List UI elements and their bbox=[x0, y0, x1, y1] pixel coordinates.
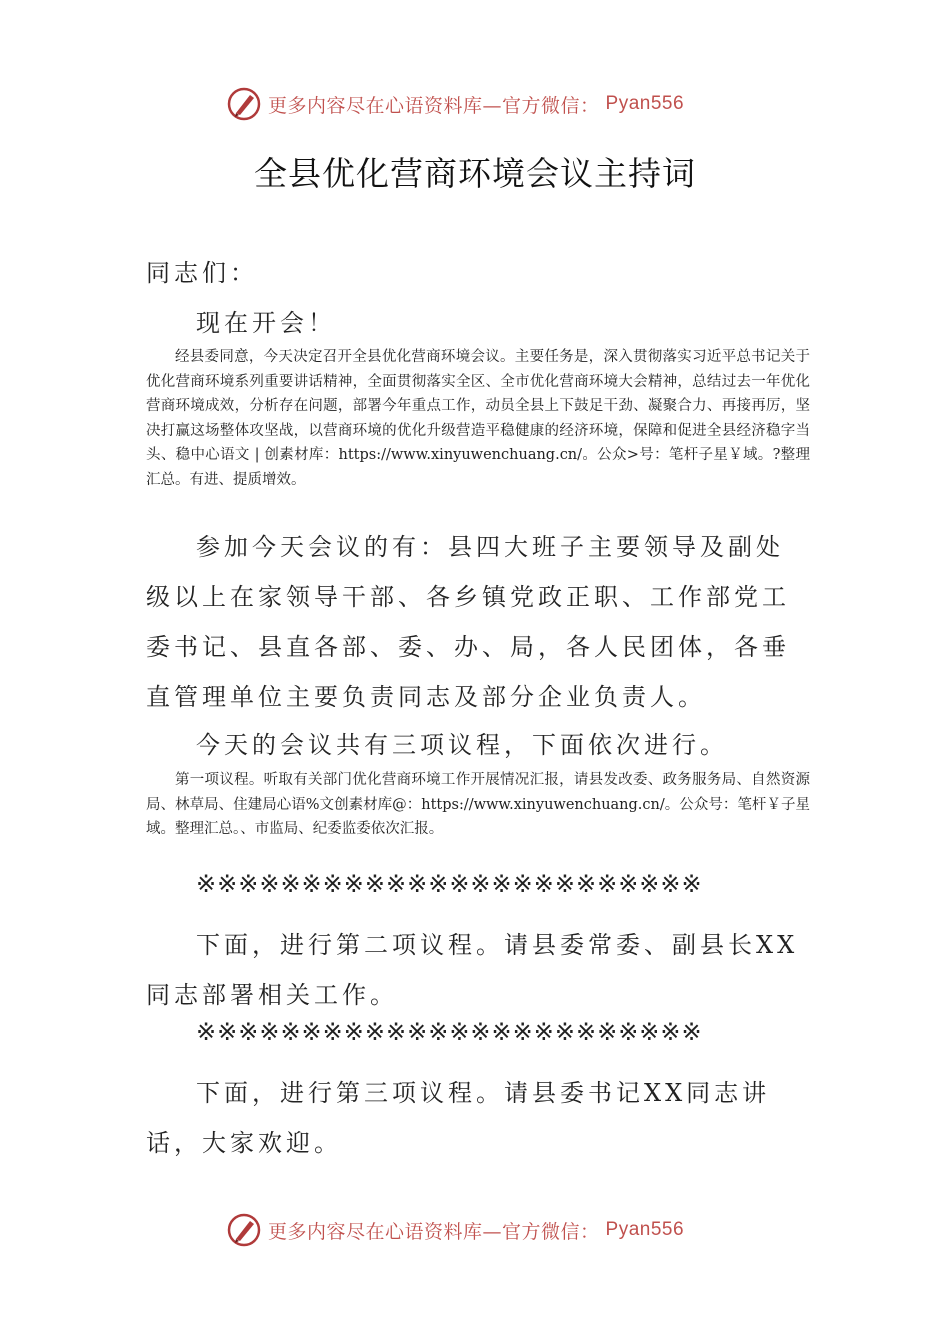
page-title: 全县优化营商环境会议主持词 bbox=[254, 154, 696, 193]
banner-text: 更多内容尽在心语资料库—官方微信： bbox=[268, 94, 600, 117]
agenda-item-2: 下面，进行第二项议程。请县委常委、副县长XX同志部署相关工作。 bbox=[146, 931, 799, 1009]
intro-paragraph: 经县委同意，今天决定召开全县优化营商环境会议。主要任务是，深入贯彻落实习近平总书记关于优化营商环境系列重要讲话精神，全面贯彻落实全区、全市优化营商环境大会精神，总结过去一年优化营商环境成效，分析存在问题，部署今年重点工作，动员全县上下鼓足干劲、凝聚合力、再接再厉，坚决打赢这场整体攻坚战，以营商环境的优化升级营造平稳健康的经济环境，保障和促进全县经济稳字当头、稳中心语文 | 创素材库：https://www.xinyuwenchuang.cn/。公众>号：笔杆子星￥域。?整理汇总。有进、提质增效。 bbox=[146, 349, 810, 488]
agenda-item-3: 下面，进行第三项议程。请县委书记XX同志讲话，大家欢迎。 bbox=[146, 1079, 771, 1157]
banner-wechat-id: Pyan556 bbox=[605, 1219, 685, 1240]
separator-1: ※※※※※※※※※※※※※※※※※※※※※※※※ bbox=[196, 870, 703, 898]
banner-text: 更多内容尽在心语资料库—官方微信： bbox=[268, 1220, 600, 1243]
separator-2: ※※※※※※※※※※※※※※※※※※※※※※※※ bbox=[196, 1018, 703, 1046]
pen-logo-icon bbox=[226, 1212, 262, 1248]
agenda-intro: 今天的会议共有三项议程，下面依次进行。 bbox=[196, 731, 728, 759]
header-banner bbox=[226, 84, 746, 124]
opening-line: 现在开会！ bbox=[196, 309, 336, 337]
attendees-paragraph: 参加今天会议的有：县四大班子主要领导及副处级以上在家领导干部、各乡镇党政正职、工作部党工委书记、县直各部、委、办、局，各人民团体，各垂直管理单位主要负责同志及部分企业负责人。 bbox=[146, 533, 790, 711]
greeting: 同志们： bbox=[146, 259, 258, 287]
agenda-item-1: 第一项议程。听取有关部门优化营商环境工作开展情况汇报，请县发改委、政务服务局、自然资源局、林草局、住建局心语%文创素材库@：https://www.xinyuwenchuang.cn/。公众号：笔杆￥子星域。整理汇总。、市监局、纪委监委依次汇报。 bbox=[146, 772, 810, 837]
pen-logo-icon bbox=[226, 86, 262, 122]
banner-wechat-id: Pyan556 bbox=[605, 93, 685, 114]
footer-banner bbox=[226, 1210, 746, 1250]
